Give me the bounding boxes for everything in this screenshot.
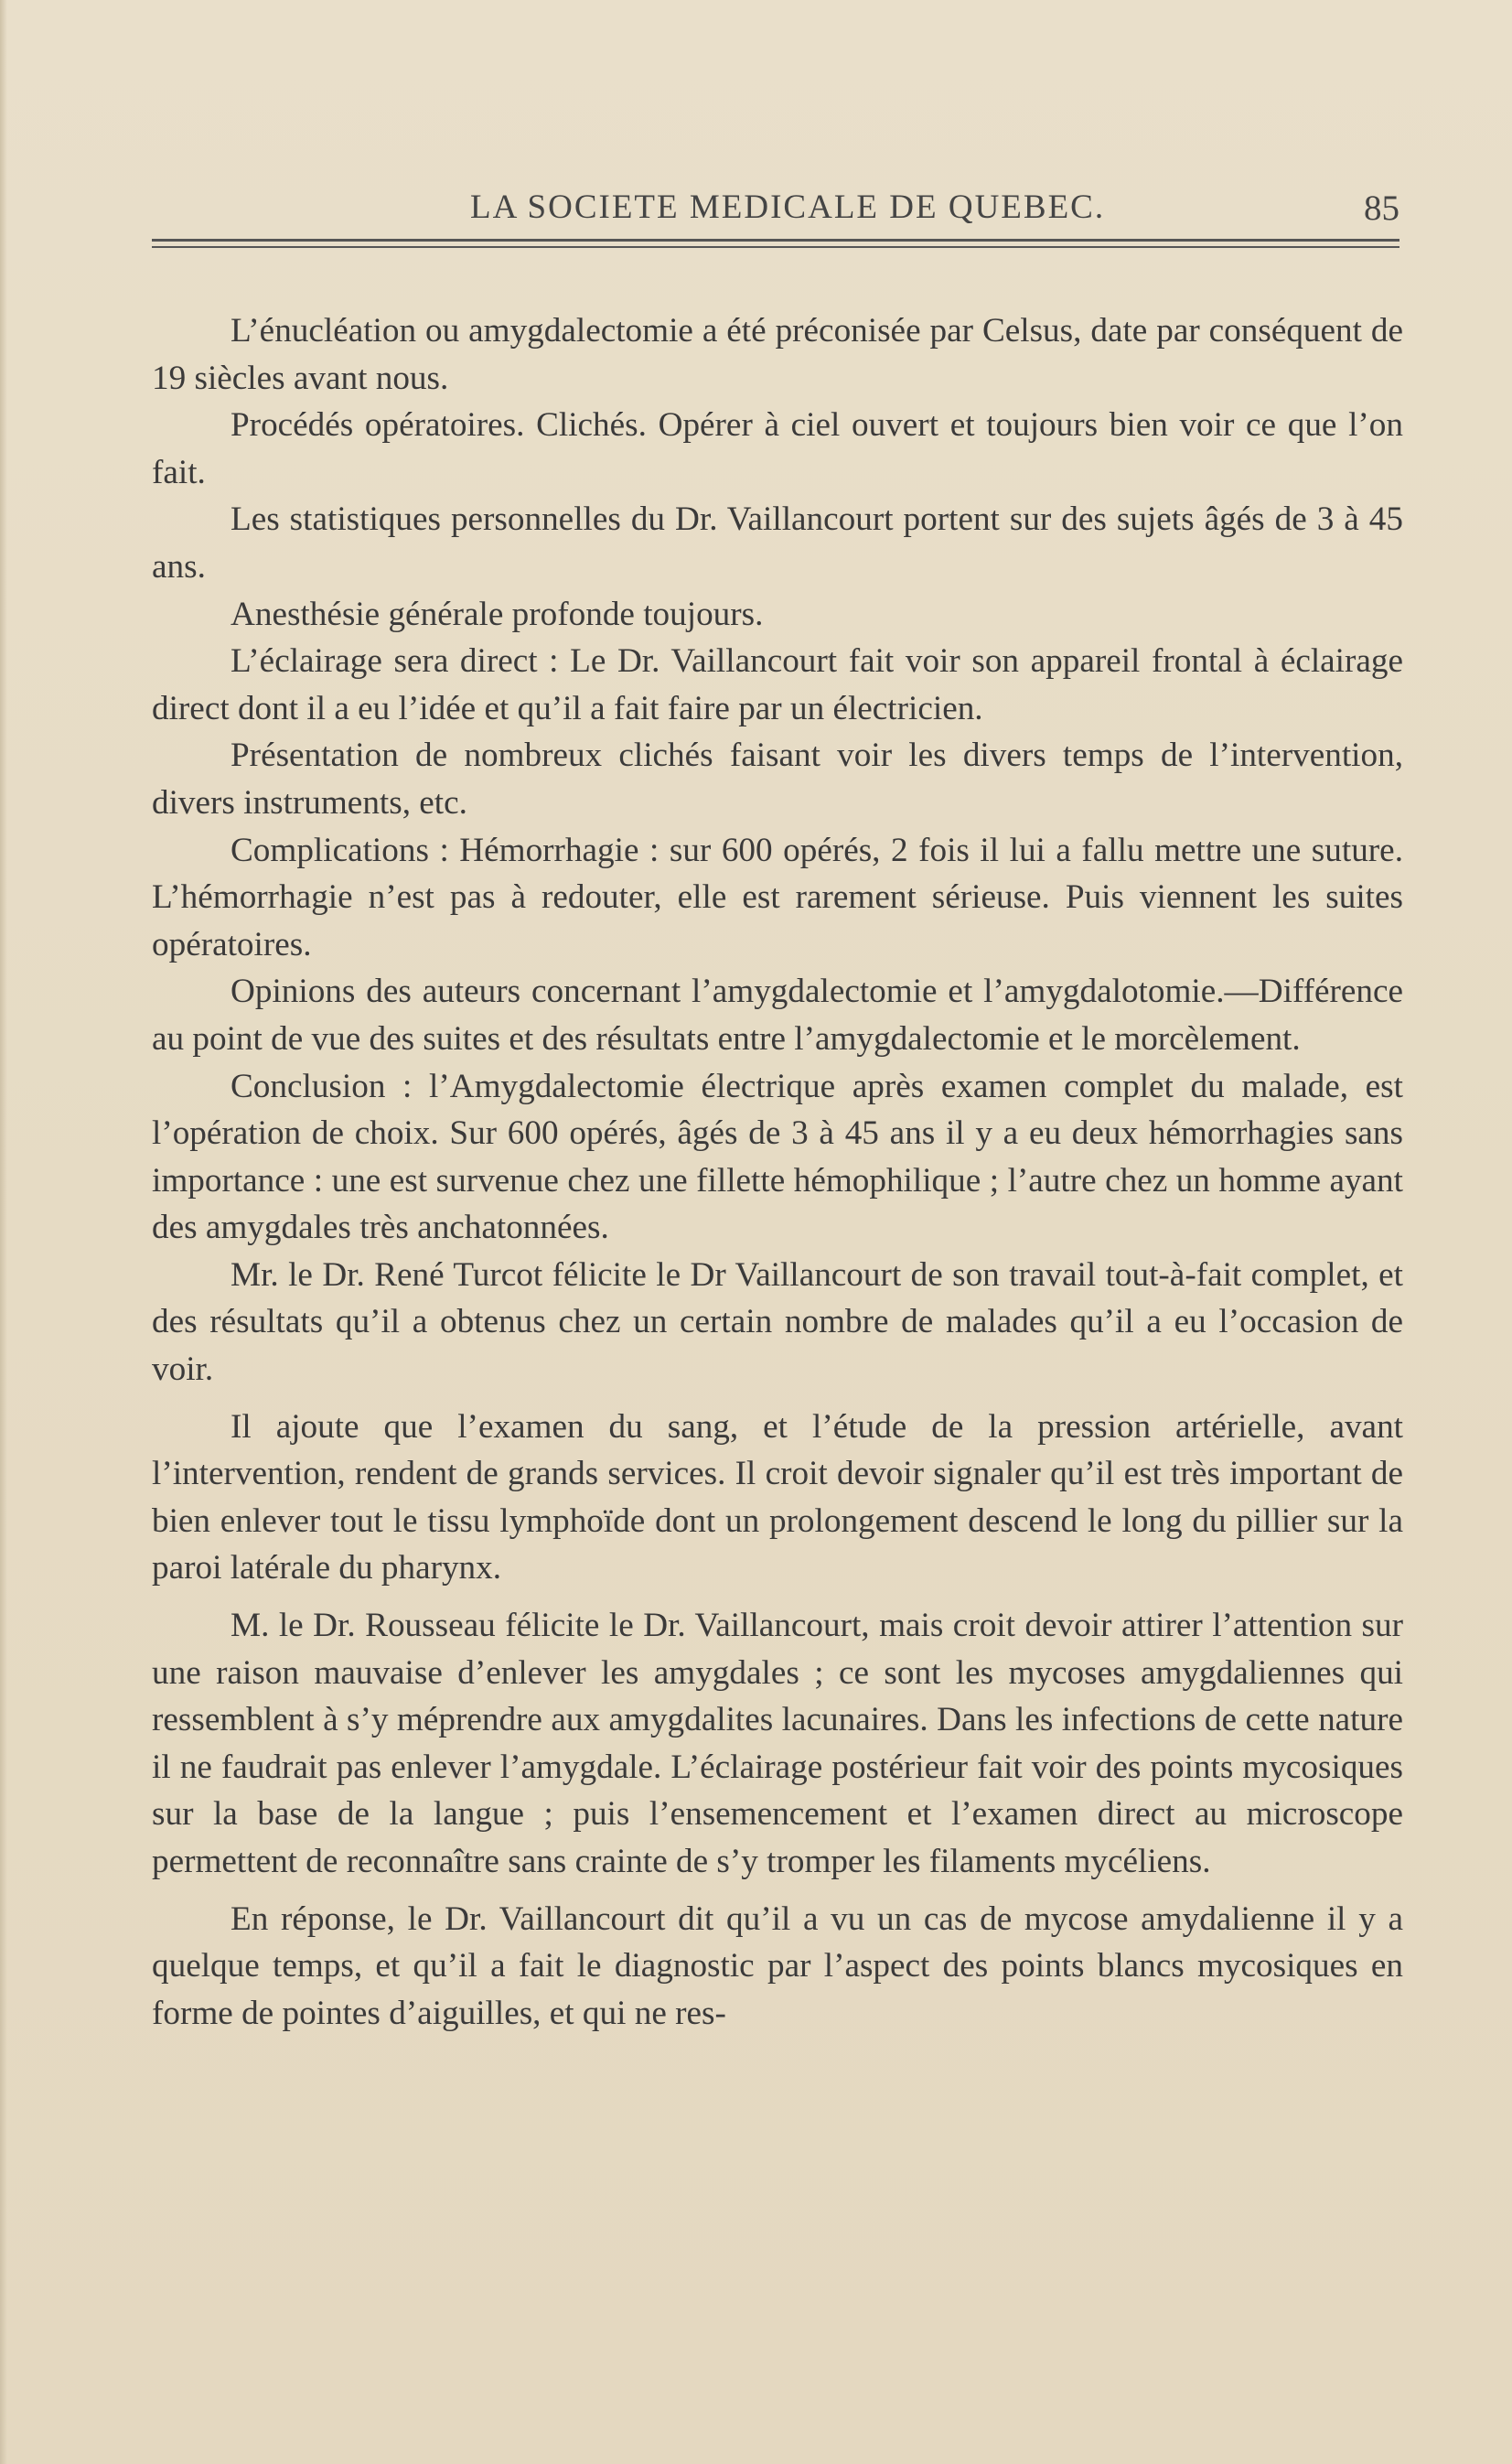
paragraph: Conclusion : l’Amygdalectomie électrique après examen complet du malade, est l’opération de choix. Sur 600 opérés, âgés de 3 à 45 ans il y a eu deux hémorrhagies sans importance : une est survenue chez une fillette hémophilique ; l’autre chez un homme ayant des amygdales très anchatonnées. (152, 1067, 1403, 1247)
paragraph: Opinions des auteurs concernant l’amygdalectomie et l’amygdalotomie.—Différence au point de vue des suites et des résultats entre l’amygdalectomie et le morcèlement. (152, 973, 1403, 1058)
paragraph: Mr. le Dr. René Turcot félicite le Dr Vaillancourt de son travail tout-à-fait complet, et des résultats qu’il a obtenus chez un certain nombre de malades qu’il a eu l’occasion de voir. (152, 1255, 1403, 1389)
paragraph: Il ajoute que l’examen du sang, et l’étude de la pression artérielle, avant l’intervention, rendent de grands services. Il croit devoir signaler qu’il est très important de bien enlever tout le tissu lymphoïde dont un prolongement descend le long du pillier sur la paroi latérale du pharynx. (152, 1407, 1403, 1587)
page-header (152, 188, 1399, 233)
paragraph: En réponse, le Dr. Vaillancourt dit qu’il a vu un cas de mycose amydalienne il y a quelque temps, et qu’il a fait le diagnostic par l’aspect des points blancs mycosiques en forme de pointes d’aiguilles, et qui ne res- (152, 1899, 1403, 2032)
paragraph: L’éclairage sera direct : Le Dr. Vaillancourt fait voir son appareil frontal à éclairage direct dont il a eu l’idée et qu’il a fait faire par un électricien. (152, 642, 1403, 727)
paragraph: M. le Dr. Rousseau félicite le Dr. Vaillancourt, mais croit devoir attirer l’attention sur une raison mauvaise d’enlever les amygdales ; ce sont les mycoses amygdaliennes qui ressemblent à s’y méprendre aux amygdalites lacunaires. Dans les infections de cette nature il ne faudrait pas enlever l’amygdale. L’éclairage postérieur fait voir des points mycosiques sur la base de la langue ; puis l’ensemencement et l’examen direct au microscope permettent de reconnaître sans crainte de s’y tromper les filaments mycéliens. (152, 1607, 1403, 1880)
paragraph: Les statistiques personnelles du Dr. Vaillancourt portent sur des sujets âgés de 3 à 45 ans. (152, 500, 1403, 586)
paragraph: L’énucléation ou amygdalectomie a été préconisée par Celsus, date par conséquent de 19 siècles avant nous. (152, 312, 1403, 397)
paragraph: Procédés opératoires. Clichés. Opérer à ciel ouvert et toujours bien voir ce que l’on fait. (152, 406, 1403, 491)
header-rule-bottom (152, 246, 1399, 248)
paragraph: Présentation de nombreux clichés faisant voir les divers temps de l’intervention, divers instruments, etc. (152, 737, 1403, 822)
page-edge-shadow (0, 0, 7, 2464)
paragraph: Complications : Hémorrhagie : sur 600 opérés, 2 fois il lui a fallu mettre une suture. L’hémorrhagie n’est pas à redouter, elle est rarement sérieuse. Puis viennent les suites opératoires. (152, 831, 1403, 963)
running-head: LA SOCIETE MEDICALE DE QUEBEC. (470, 188, 1106, 226)
body-text (152, 307, 1403, 2037)
header-rule-top (152, 239, 1399, 242)
paragraph: Anesthésie générale profonde toujours. (231, 595, 764, 633)
page-number: 85 (1364, 188, 1399, 228)
